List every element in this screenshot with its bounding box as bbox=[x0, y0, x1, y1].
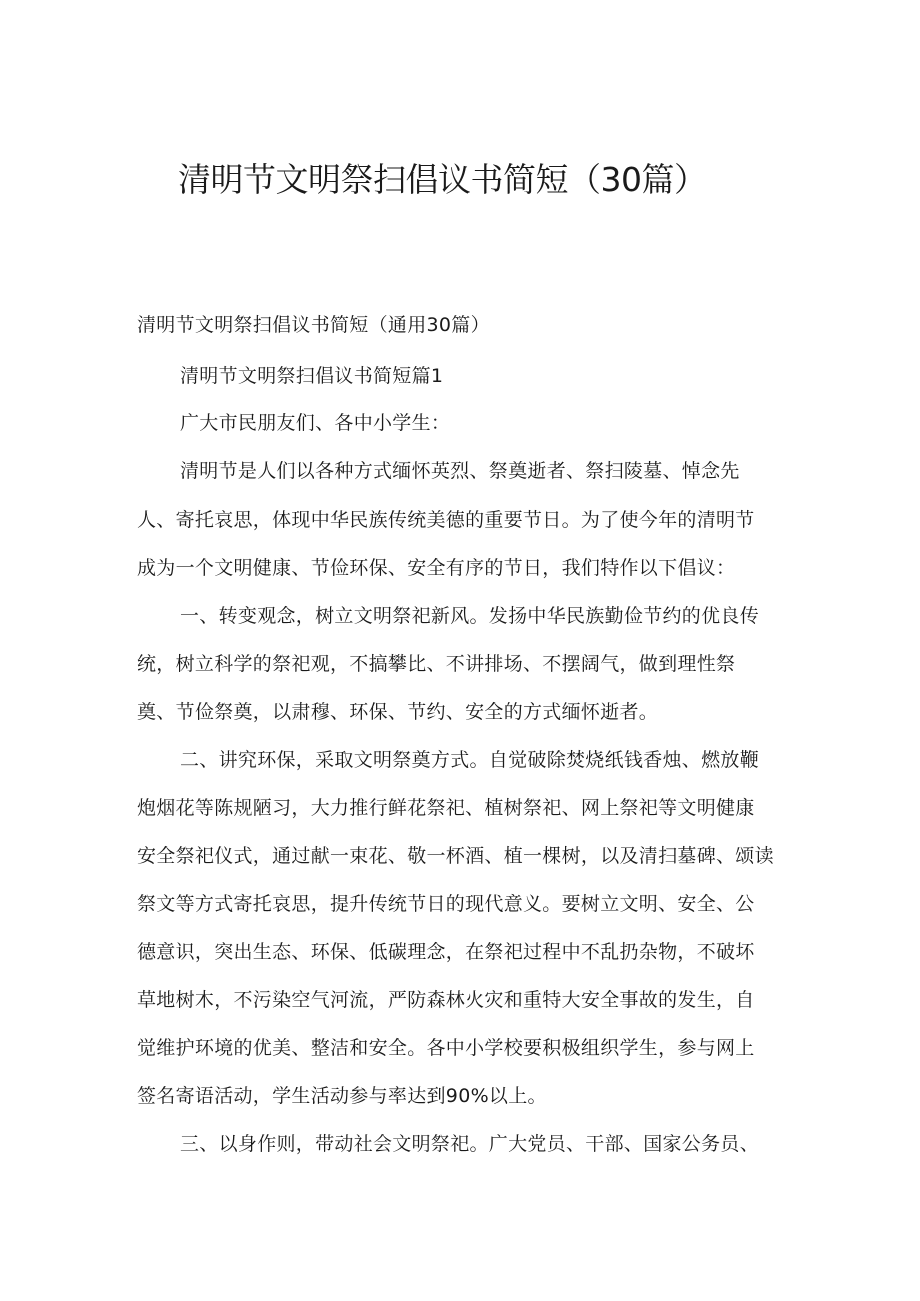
body-line: 祭文等方式寄托哀思，提升传统节日的现代意义。要树立文明、安全、公 bbox=[137, 893, 755, 915]
body-line: 三、以身作则，带动社会文明祭祀。广大党员、干部、国家公务员、 bbox=[180, 1133, 760, 1155]
document-subtitle: 清明节文明祭扫倡议书简短（通用30篇） bbox=[137, 314, 490, 336]
body-line: 德意识，突出生态、环保、低碳理念，在祭祀过程中不乱扔杂物，不破坏 bbox=[137, 941, 755, 963]
body-line: 清明节是人们以各种方式缅怀英烈、祭奠逝者、祭扫陵墓、悼念先 bbox=[180, 460, 740, 482]
section-heading: 清明节文明祭扫倡议书简短篇1 bbox=[180, 365, 444, 387]
body-line: 觉维护环境的优美、整洁和安全。各中小学校要积极组织学生，参与网上 bbox=[137, 1037, 755, 1059]
salutation: 广大市民朋友们、各中小学生： bbox=[180, 412, 451, 434]
body-line: 统，树立科学的祭祀观，不搞攀比、不讲排场、不摆阔气，做到理性祭 bbox=[137, 653, 736, 675]
body-line: 二、讲究环保，采取文明祭奠方式。自觉破除焚烧纸钱香烛、燃放鞭 bbox=[180, 749, 760, 771]
body-line: 炮烟花等陈规陋习，大力推行鲜花祭祀、植树祭祀、网上祭祀等文明健康 bbox=[137, 797, 755, 819]
body-line: 人、寄托哀思，体现中华民族传统美德的重要节日。为了使今年的清明节 bbox=[137, 509, 755, 531]
body-line: 奠、节俭祭奠，以肃穆、环保、节约、安全的方式缅怀逝者。 bbox=[137, 701, 659, 723]
body-line: 一、转变观念，树立文明祭祀新风。发扬中华民族勤俭节约的优良传 bbox=[180, 605, 760, 627]
body-line: 成为一个文明健康、节俭环保、安全有序的节日，我们特作以下倡议： bbox=[137, 557, 736, 579]
body-line: 草地树木，不污染空气河流，严防森林火灾和重特大安全事故的发生，自 bbox=[137, 989, 755, 1011]
body-line: 签名寄语活动，学生活动参与率达到90%以上。 bbox=[137, 1085, 547, 1107]
document-title: 清明节文明祭扫倡议书简短（30篇） bbox=[178, 160, 707, 199]
body-line: 安全祭祀仪式，通过献一束花、敬一杯酒、植一棵树，以及清扫墓碑、颂读 bbox=[137, 845, 774, 867]
